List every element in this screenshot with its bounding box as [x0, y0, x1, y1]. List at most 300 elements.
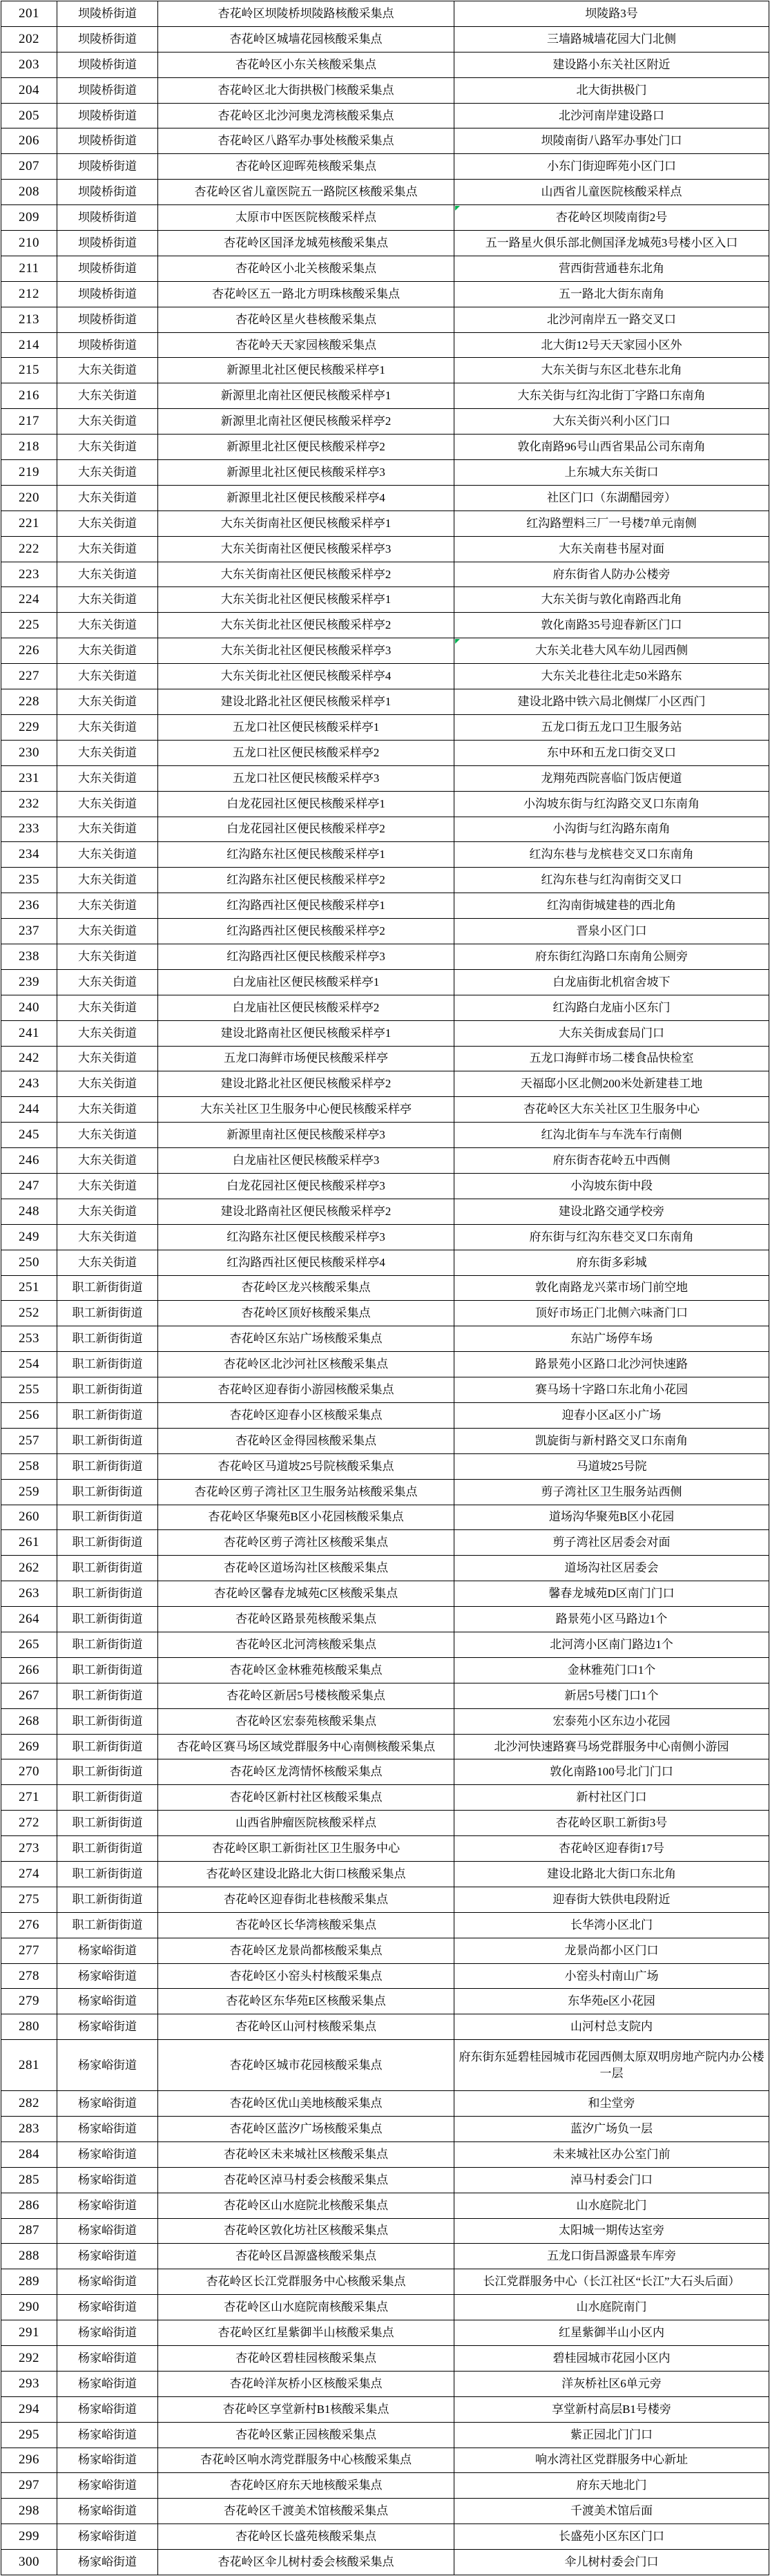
street-cell: [57, 1530, 158, 1556]
site-name-text: 大东关街北社区便民核酸采样亭2: [220, 618, 392, 632]
address-cell: [454, 944, 769, 969]
address-cell: [454, 1428, 769, 1453]
address-cell: [454, 128, 769, 154]
site-name-cell: [158, 1785, 454, 1811]
row-number-text: 298: [19, 2503, 39, 2519]
table-row: [1, 52, 769, 77]
street-text: 大东关街道: [78, 516, 137, 530]
street-cell: [57, 2218, 158, 2244]
site-name-cell: [158, 919, 454, 944]
table-row: [1, 2295, 769, 2320]
table-row: [1, 1123, 769, 1148]
address-text: 迎春小区a区小广场: [561, 1408, 662, 1422]
address-cell: [454, 689, 769, 715]
site-name-text: 杏花岭区城墙花园核酸采集点: [229, 32, 383, 46]
row-number-cell: [1, 1301, 57, 1326]
row-number-text: 281: [19, 2057, 39, 2072]
street-text: 职工新街街道: [72, 1918, 143, 1931]
site-name-text: 杏花岭区金得园核酸采集点: [235, 1433, 376, 1447]
row-number-text: 290: [19, 2300, 39, 2315]
address-text: 三墙路城墙花园大门北侧: [547, 32, 676, 46]
address-cell: [454, 1326, 769, 1352]
row-number-text: 271: [19, 1790, 39, 1805]
address-text: 敦化南路100号北门门口: [550, 1765, 673, 1779]
row-number-cell: [1, 2141, 57, 2167]
street-text: 大东关街道: [78, 1051, 137, 1065]
street-cell: [57, 1657, 158, 1683]
row-number-text: 211: [19, 260, 39, 276]
address-text: 小沟街与红沟路东南角: [552, 822, 671, 836]
address-cell: [454, 1836, 769, 1862]
table-row: [1, 1428, 769, 1453]
street-text: 坝陵桥街道: [78, 32, 137, 46]
site-name-text: 建设北路北社区便民核酸采样亭1: [220, 694, 392, 708]
site-name-text: 杏花岭区长江党群服务中心核酸采集点: [206, 2275, 406, 2289]
site-name-cell: [158, 2473, 454, 2499]
street-cell: [57, 1402, 158, 1428]
table-row: [1, 2040, 769, 2091]
address-cell: [454, 1505, 769, 1530]
row-number-cell: [1, 1505, 57, 1530]
site-name-cell: [158, 1402, 454, 1428]
address-text: 北大街12号天天家园小区外: [541, 338, 682, 352]
street-cell: [57, 128, 158, 154]
address-cell: [454, 1912, 769, 1938]
table-row: [1, 2396, 769, 2422]
address-text: 享堂新村高层B1号楼旁: [552, 2402, 671, 2416]
site-name-text: 白龙花园社区便民核酸采样亭1: [227, 796, 385, 810]
site-name-cell: [158, 1224, 454, 1250]
table-row: [1, 460, 769, 486]
street-text: 职工新街街道: [72, 1408, 143, 1422]
address-text: 剪子湾社区卫生服务站西侧: [541, 1485, 682, 1498]
table-row: [1, 2448, 769, 2473]
address-cell: [454, 2524, 769, 2550]
address-text: 敦化南路35号迎春新区门口: [541, 618, 682, 632]
site-name-text: 杏花岭区城市花园核酸采集点: [229, 2058, 383, 2072]
site-name-text: 杏花岭区享堂新村B1核酸采集点: [222, 2402, 389, 2416]
row-number-text: 216: [19, 388, 39, 403]
address-cell: [454, 180, 769, 205]
table-row: [1, 205, 769, 231]
site-name-cell: [158, 1377, 454, 1403]
street-cell: [57, 1759, 158, 1785]
row-number-cell: [1, 1326, 57, 1352]
table-row: [1, 1556, 769, 1581]
row-number-text: 286: [19, 2197, 39, 2213]
row-number-cell: [1, 842, 57, 868]
site-name-cell: [158, 409, 454, 435]
row-number-text: 247: [19, 1178, 39, 1193]
row-number-text: 222: [19, 541, 39, 556]
table-row: [1, 1862, 769, 1887]
table-row: [1, 1148, 769, 1174]
row-number-cell: [1, 2499, 57, 2524]
row-number-cell: [1, 1887, 57, 1912]
site-name-text: 杏花岭区东站广场核酸采集点: [229, 1332, 383, 1346]
table-row: [1, 1046, 769, 1071]
street-text: 大东关街道: [78, 669, 137, 683]
site-name-text: 杏花岭区北沙河奥龙湾核酸采集点: [218, 108, 394, 122]
street-cell: [57, 409, 158, 435]
street-text: 杨家峪街道: [78, 2504, 137, 2518]
site-name-text: 杏花岭区紫正园核酸采集点: [235, 2427, 376, 2441]
row-number-cell: [1, 52, 57, 77]
street-cell: [57, 1963, 158, 1989]
street-cell: [57, 154, 158, 180]
row-number-cell: [1, 919, 57, 944]
address-cell: [454, 1734, 769, 1759]
row-number-cell: [1, 1530, 57, 1556]
site-name-text: 杏花岭区优山美地核酸采集点: [229, 2096, 383, 2110]
street-cell: [57, 1708, 158, 1734]
site-name-cell: [158, 256, 454, 281]
address-text: 府东街省人防办公楼旁: [552, 567, 671, 581]
address-text: 五一路星火俱乐部北侧国泽龙城苑3号楼小区入口: [485, 236, 738, 249]
address-text: 北沙河快速路赛马场党群服务中心南侧小游园: [494, 1739, 729, 1753]
table-row: [1, 536, 769, 562]
site-name-text: 杏花岭区新居5号楼核酸采集点: [227, 1688, 385, 1702]
site-name-cell: [158, 1046, 454, 1071]
table-row: [1, 1912, 769, 1938]
address-text: 洋灰桥社区6单元旁: [561, 2376, 662, 2390]
street-cell: [57, 689, 158, 715]
site-name-cell: [158, 2499, 454, 2524]
street-cell: [57, 1581, 158, 1607]
row-number-cell: [1, 2448, 57, 2473]
site-name-cell: [158, 1071, 454, 1097]
table-row: [1, 562, 769, 587]
row-number-cell: [1, 817, 57, 842]
site-name-text: 杏花岭区龙湾情怀核酸采集点: [229, 1765, 383, 1779]
address-cell: [454, 791, 769, 817]
table-row: [1, 1581, 769, 1607]
address-text: 大东关南巷书屋对面: [559, 542, 664, 555]
site-name-cell: [158, 1352, 454, 1377]
address-cell: [454, 1301, 769, 1326]
street-cell: [57, 1632, 158, 1658]
address-text: 响水湾社区党群服务中心新址: [535, 2453, 688, 2467]
row-number-text: 287: [19, 2223, 39, 2238]
site-name-cell: [158, 231, 454, 256]
site-name-cell: [158, 332, 454, 358]
street-text: 职工新街街道: [72, 1688, 143, 1702]
address-text: 大东关北巷大风车幼儿园西侧: [535, 644, 688, 658]
site-name-cell: [158, 2091, 454, 2117]
street-text: 杨家峪街道: [78, 2020, 137, 2034]
site-name-text: 杏花岭区顶好核酸采集点: [241, 1306, 371, 1320]
site-name-cell: [158, 817, 454, 842]
site-name-text: 杏花岭区龙兴核酸采集点: [241, 1281, 371, 1295]
street-cell: [57, 2040, 158, 2091]
street-cell: [57, 1428, 158, 1453]
street-text: 职工新街街道: [72, 1561, 143, 1575]
site-name-text: 红沟路东社区便民核酸采样亭1: [227, 848, 385, 861]
site-name-text: 杏花岭区坝陵桥坝陵路核酸采集点: [218, 6, 394, 20]
row-number-text: 244: [19, 1102, 39, 1117]
address-text: 敦化南路96号山西省果品公司东南角: [517, 440, 706, 454]
table-row: [1, 587, 769, 613]
address-cell: [454, 1708, 769, 1734]
street-cell: [57, 765, 158, 791]
address-cell: [454, 485, 769, 511]
row-number-cell: [1, 1123, 57, 1148]
site-name-text: 大东关街南社区便民核酸采样亭1: [220, 516, 392, 530]
street-cell: [57, 77, 158, 103]
row-number-cell: [1, 664, 57, 689]
site-name-text: 杏花岭区建设北路北大街口核酸采集点: [206, 1867, 406, 1880]
site-name-text: 太原市中医医院核酸采样点: [235, 211, 376, 225]
comment-marker-icon: [455, 206, 460, 211]
address-text: 五一路北大街东南角: [559, 287, 664, 300]
street-cell: [57, 1377, 158, 1403]
address-cell: [454, 562, 769, 587]
site-name-cell: [158, 1275, 454, 1301]
row-number-text: 238: [19, 948, 39, 964]
table-row: [1, 1275, 769, 1301]
street-text: 杨家峪街道: [78, 2479, 137, 2492]
street-cell: [57, 231, 158, 256]
address-cell: [454, 205, 769, 231]
row-number-cell: [1, 995, 57, 1020]
row-number-text: 300: [19, 2555, 39, 2570]
row-number-cell: [1, 1173, 57, 1199]
street-cell: [57, 1071, 158, 1097]
row-number-cell: [1, 2345, 57, 2371]
site-name-text: 山西省肿瘤医院核酸采样点: [235, 1816, 376, 1830]
site-name-cell: [158, 358, 454, 383]
table-row: [1, 1887, 769, 1912]
row-number-text: 239: [19, 974, 39, 989]
table-row: [1, 2218, 769, 2244]
site-name-text: 白龙花园社区便民核酸采样亭2: [227, 822, 385, 836]
street-cell: [57, 435, 158, 460]
address-cell: [454, 1938, 769, 1963]
site-name-text: 五龙口海鲜市场便民核酸采样亭: [224, 1051, 388, 1065]
table-row: [1, 1097, 769, 1123]
address-cell: [454, 1199, 769, 1224]
table-row: [1, 919, 769, 944]
address-text: 天福邸小区北侧200米处新建巷工地: [520, 1077, 703, 1091]
address-text: 宏泰苑小区东边小花园: [552, 1714, 671, 1728]
site-name-text: 红沟路西社区便民核酸采样亭1: [227, 899, 385, 913]
row-number-cell: [1, 1938, 57, 1963]
site-name-text: 杏花岭区星火巷核酸采集点: [235, 312, 376, 326]
row-number-cell: [1, 2244, 57, 2269]
street-cell: [57, 2371, 158, 2396]
address-text: 杏花岭区大东关社区卫生服务中心: [523, 1103, 700, 1116]
street-cell: [57, 1123, 158, 1148]
row-number-cell: [1, 2524, 57, 2550]
address-text: 小窑头村南山广场: [564, 1969, 659, 1983]
street-text: 大东关街道: [78, 1026, 137, 1040]
row-number-text: 283: [19, 2121, 39, 2136]
street-text: 大东关街道: [78, 567, 137, 581]
street-cell: [57, 1250, 158, 1275]
table-row: [1, 1785, 769, 1811]
row-number-text: 226: [19, 643, 39, 658]
site-name-cell: [158, 1301, 454, 1326]
site-name-cell: [158, 485, 454, 511]
street-text: 职工新街街道: [72, 1842, 143, 1855]
row-number-cell: [1, 2040, 57, 2091]
table-row: [1, 1301, 769, 1326]
site-name-text: 大东关街南社区便民核酸采样亭3: [220, 542, 392, 555]
site-name-text: 建设北路北社区便民核酸采样亭2: [220, 1077, 392, 1091]
address-text: 杏花岭区迎春街17号: [559, 1842, 664, 1855]
street-text: 大东关街道: [78, 848, 137, 861]
address-cell: [454, 765, 769, 791]
table-row: [1, 1402, 769, 1428]
address-cell: [454, 2091, 769, 2117]
site-name-text: 杏花岭区长华湾核酸采集点: [235, 1918, 376, 1931]
row-number-text: 228: [19, 694, 39, 709]
site-name-text: 杏花岭区小东关核酸采集点: [235, 57, 376, 71]
site-name-cell: [158, 1683, 454, 1708]
street-text: 大东关街道: [78, 414, 137, 428]
row-number-text: 262: [19, 1561, 39, 1576]
row-number-text: 218: [19, 439, 39, 455]
street-cell: [57, 944, 158, 969]
site-name-cell: [158, 1836, 454, 1862]
site-name-cell: [158, 1657, 454, 1683]
sampling-points-table: [1, 1, 769, 2575]
address-text: 营西街营通巷东北角: [559, 261, 664, 275]
row-number-text: 293: [19, 2376, 39, 2391]
row-number-text: 294: [19, 2401, 39, 2416]
street-cell: [57, 383, 158, 409]
table-row: [1, 2422, 769, 2448]
site-name-text: 大东关社区卫生服务中心便民核酸采样亭: [200, 1103, 412, 1116]
row-number-text: 242: [19, 1051, 39, 1066]
row-number-cell: [1, 536, 57, 562]
site-name-cell: [158, 2193, 454, 2218]
table-row: [1, 1657, 769, 1683]
table-row: [1, 1071, 769, 1097]
row-number-cell: [1, 1811, 57, 1836]
site-name-text: 红沟路西社区便民核酸采样亭4: [227, 1255, 385, 1269]
address-cell: [454, 2193, 769, 2218]
street-cell: [57, 2448, 158, 2473]
street-cell: [57, 1453, 158, 1479]
address-text: 马道坡25号院: [576, 1459, 647, 1473]
site-name-text: 杏花岭区剪子湾社区核酸采集点: [224, 1536, 388, 1549]
row-number-cell: [1, 1963, 57, 1989]
street-text: 大东关街道: [78, 1000, 137, 1014]
address-text: 五龙口街五龙口卫生服务站: [541, 720, 682, 734]
street-text: 杨家峪街道: [78, 2555, 137, 2569]
row-number-text: 243: [19, 1076, 39, 1091]
site-name-cell: [158, 460, 454, 486]
address-cell: [454, 1250, 769, 1275]
site-name-cell: [158, 944, 454, 969]
address-cell: [454, 2448, 769, 2473]
address-cell: [454, 969, 769, 995]
street-cell: [57, 2193, 158, 2218]
table-row: [1, 1759, 769, 1785]
row-number-cell: [1, 205, 57, 231]
row-number-cell: [1, 180, 57, 205]
row-number-cell: [1, 893, 57, 919]
address-text: 馨春龙城苑D区南门门口: [548, 1587, 675, 1601]
street-cell: [57, 613, 158, 638]
row-number-cell: [1, 332, 57, 358]
address-cell: [454, 1, 769, 27]
table-row: [1, 944, 769, 969]
row-number-cell: [1, 2167, 57, 2193]
table-row: [1, 2269, 769, 2295]
street-text: 大东关街道: [78, 1103, 137, 1116]
row-number-text: 224: [19, 592, 39, 607]
site-name-text: 红沟路东社区便民核酸采样亭3: [227, 1230, 385, 1243]
site-name-text: 杏花岭区北大街拱极门核酸采集点: [218, 83, 394, 97]
table-row: [1, 2499, 769, 2524]
row-number-text: 274: [19, 1866, 39, 1881]
site-name-text: 杏花岭区山河村核酸采集点: [235, 2020, 376, 2034]
row-number-cell: [1, 358, 57, 383]
street-cell: [57, 562, 158, 587]
address-text: 坝陵南街八路军办事处门口: [541, 134, 682, 148]
table-body: [1, 1, 769, 2575]
table-row: [1, 893, 769, 919]
row-number-text: 213: [19, 312, 39, 327]
row-number-text: 278: [19, 1968, 39, 1983]
street-text: 大东关街道: [78, 771, 137, 785]
street-text: 坝陵桥街道: [78, 185, 137, 199]
row-number-cell: [1, 1020, 57, 1046]
row-number-text: 205: [19, 108, 39, 123]
site-name-cell: [158, 2320, 454, 2346]
address-cell: [454, 231, 769, 256]
street-text: 职工新街街道: [72, 1485, 143, 1498]
address-text: 红星紫御半山小区内: [559, 2326, 664, 2339]
address-text: 迎春街大铁供电段附近: [552, 1892, 671, 1906]
address-text: 红沟路白龙庙小区东门: [552, 1000, 671, 1014]
row-number-cell: [1, 1046, 57, 1071]
site-name-cell: [158, 2345, 454, 2371]
street-cell: [57, 1989, 158, 2014]
street-text: 杨家峪街道: [78, 2530, 137, 2544]
row-number-cell: [1, 383, 57, 409]
row-number-cell: [1, 2091, 57, 2117]
row-number-text: 206: [19, 133, 39, 149]
table-row: [1, 332, 769, 358]
site-name-cell: [158, 281, 454, 307]
table-row: [1, 1, 769, 27]
address-text: 红沟东巷与龙槟巷交叉口东南角: [529, 848, 694, 861]
row-number-text: 260: [19, 1509, 39, 1525]
street-cell: [57, 2167, 158, 2193]
address-text: 建设北路北大街口东北角: [547, 1867, 676, 1880]
row-number-text: 246: [19, 1153, 39, 1168]
address-text: 长盛苑小区东区门口: [559, 2530, 664, 2544]
table-row: [1, 765, 769, 791]
table-row: [1, 409, 769, 435]
address-cell: [454, 2040, 769, 2091]
row-number-cell: [1, 1607, 57, 1632]
address-text: 龙翔苑西院喜临门饭店便道: [541, 771, 682, 785]
address-cell: [454, 2295, 769, 2320]
table-row: [1, 817, 769, 842]
street-cell: [57, 1556, 158, 1581]
street-text: 杨家峪街道: [78, 2376, 137, 2390]
site-name-text: 杏花岭区小窑头村核酸采集点: [229, 1969, 383, 1983]
street-cell: [57, 205, 158, 231]
site-name-text: 杏花岭区东华苑E区核酸采集点: [226, 1994, 386, 2008]
street-cell: [57, 358, 158, 383]
address-text: 晋泉小区门口: [576, 924, 647, 937]
row-number-text: 276: [19, 1917, 39, 1932]
